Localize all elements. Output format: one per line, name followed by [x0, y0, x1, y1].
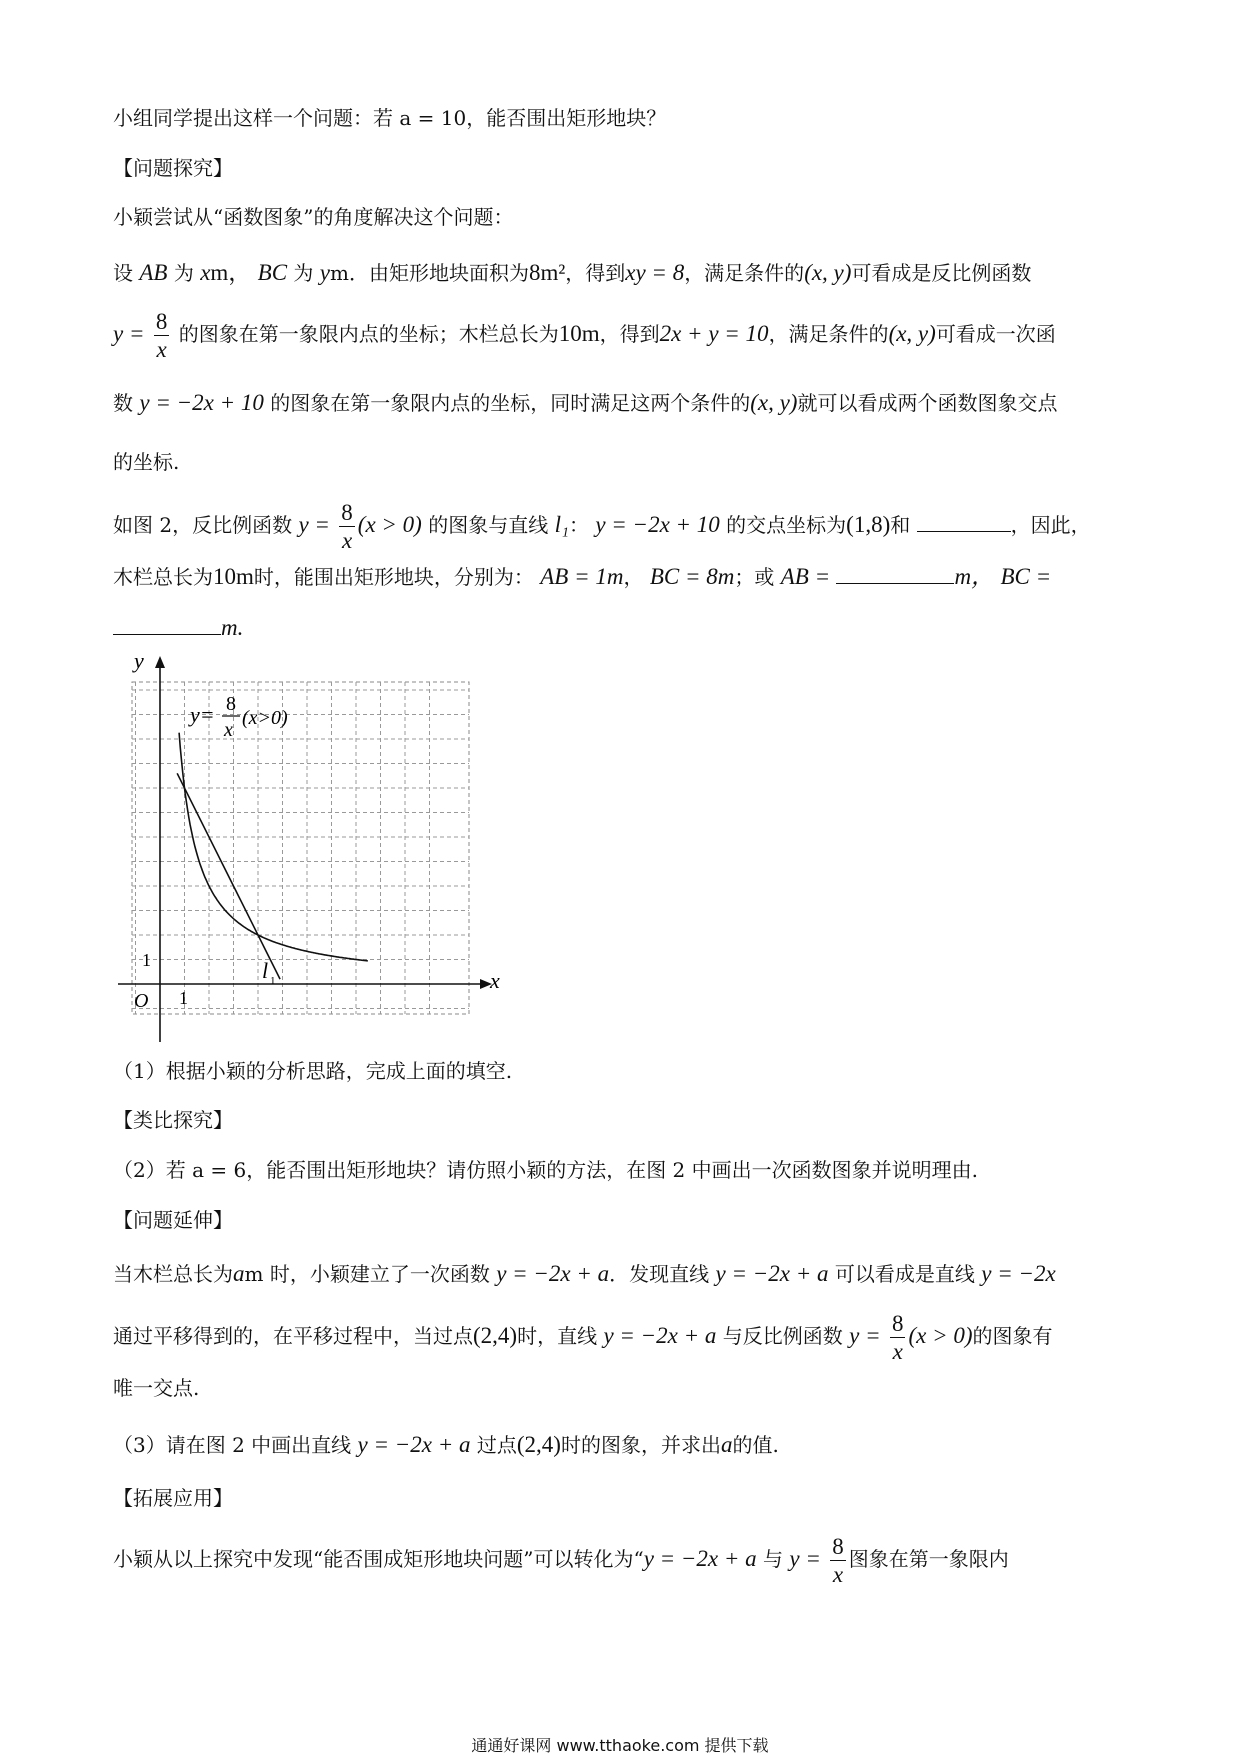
x-axis-label: x [490, 968, 500, 993]
text-line-1 [113, 108, 666, 128]
text: m， [210, 260, 252, 285]
math-xy-pair: (x, y) [888, 321, 936, 346]
text-line-9 [113, 614, 243, 639]
fraction-num: 8 [341, 500, 353, 525]
x-tick-label: 1 [179, 988, 188, 1008]
math-y-neg2x: y = −2x [981, 1261, 1056, 1286]
text: 可以看成是直线 [834, 1262, 975, 1286]
text: 的交点坐标为 [726, 513, 847, 537]
math-x: x [200, 260, 211, 285]
text: （3）请在图 2 中画出直线 [113, 1433, 352, 1457]
text: 时，直线 [517, 1324, 598, 1348]
text: ，得到 [599, 322, 660, 346]
curve-label-condition: (x>0) [242, 707, 288, 729]
math-linear-a: y = −2x + a [715, 1261, 829, 1286]
hyperbola-curve [179, 733, 368, 961]
section-heading-analogy [113, 1110, 233, 1130]
text-line-6 [113, 452, 179, 472]
heading-text: 【类比探究】 [113, 1108, 233, 1132]
text: ，因此， [1010, 513, 1091, 537]
text: 就可以看成两个函数图象交点 [797, 391, 1058, 415]
text: 的图象有 [972, 1324, 1053, 1348]
math-eq: 2x + y = 10 [659, 321, 769, 346]
text: ， [623, 565, 644, 589]
math-xy8: xy = 8 [625, 260, 685, 285]
text-line-13 [113, 1535, 1009, 1586]
text: m. [221, 615, 244, 640]
section-heading-explore [113, 158, 233, 178]
text: 设 [113, 261, 133, 285]
text-line-4 [113, 310, 1056, 361]
text: 的图象在第一象限内点的坐标，同时满足这两个条件的 [270, 391, 751, 415]
question-3 [113, 1433, 779, 1456]
section-heading-extension [113, 1210, 233, 1230]
text: （1）根据小颖的分析思路，完成上面的填空. [113, 1059, 513, 1083]
text-line-12 [113, 1378, 199, 1398]
math-a: a [720, 1432, 733, 1457]
question-2 [113, 1160, 978, 1180]
math-10m: 10m [213, 564, 254, 589]
heading-text: 【拓展应用】 [113, 1486, 233, 1510]
intro-question: 小组同学提出这样一个问题：若 a = 10，能否围出矩形地块？ [113, 106, 667, 130]
text: 唯一交点. [113, 1376, 200, 1400]
text: ，满足条件的 [768, 322, 889, 346]
math-xy-pair: (x, y) [750, 390, 798, 415]
fraction-num: 8 [832, 1534, 844, 1559]
text: 的坐标. [113, 450, 180, 474]
text: m， [954, 564, 995, 589]
text: ： [568, 513, 589, 537]
y-axis-arrow-icon [155, 656, 165, 668]
text: 可看成是反比例函数 [851, 261, 1032, 285]
curve-label-den: x [224, 719, 233, 741]
text: 与 [763, 1547, 784, 1571]
math-bc-eq: BC = 8m [649, 564, 735, 589]
fraction-8-over-x [339, 501, 355, 552]
math-ab: AB [139, 260, 168, 285]
curve-label-y: y= [190, 702, 215, 727]
text: 的值. [732, 1433, 779, 1457]
answer-blank-2[interactable] [836, 563, 954, 584]
text-line-11 [113, 1312, 1053, 1363]
y-tick-label: 1 [142, 950, 151, 970]
text: 当木栏总长为 [113, 1262, 233, 1286]
text-line-10 [113, 1262, 1056, 1285]
question-1 [113, 1061, 512, 1081]
text: （2）若 a = 6，能否围出矩形地块？请仿照小颖的方法，在图 2 中画出一次函数图象并说明理由. [113, 1158, 978, 1182]
math-y: y [319, 260, 330, 285]
text: 和 [890, 513, 911, 537]
math-linear: y = −2x + 10 [139, 390, 264, 415]
text-line-2 [113, 207, 513, 227]
text: 通过平移得到的，在平移过程中，当过点 [113, 1324, 473, 1348]
figure-2-graph [112, 650, 502, 1042]
text: 时的图象，并求出 [560, 1433, 721, 1457]
text: ，满足条件的 [684, 261, 805, 285]
text: 木栏总长为 [113, 565, 213, 589]
math-condition: (x > 0) [908, 1323, 973, 1348]
grid [132, 682, 469, 1014]
math-a: a [233, 1261, 245, 1286]
origin-label: O [134, 990, 149, 1012]
heading-text: 【问题探究】 [113, 156, 233, 180]
math-ab-eq: AB = [780, 564, 831, 589]
fraction-8-over-x [890, 1312, 906, 1363]
answer-blank-1[interactable] [917, 511, 1011, 532]
y-axis-label: y [134, 650, 144, 673]
math-bc-eq: BC = [1000, 564, 1052, 589]
line-l1-label: l [262, 958, 269, 983]
math-condition: (x > 0) [357, 512, 422, 537]
text: 的图象与直线 [428, 513, 549, 537]
text: 数 [113, 391, 133, 415]
math-point: (1,8) [846, 512, 891, 537]
curve-label-num: 8 [226, 693, 236, 715]
text: 的图象在第一象限内点的坐标；木栏总长为 [178, 322, 559, 346]
fraction-den: x [832, 1562, 844, 1587]
text-line-7 [113, 501, 1091, 552]
math-bc: BC [257, 260, 288, 285]
text: m 时，小颖建立了一次函数 [244, 1262, 490, 1286]
fraction-8-over-x [154, 310, 170, 361]
line-l1 [177, 773, 280, 979]
math-point: (2,4) [473, 1323, 518, 1348]
section-heading-application [113, 1488, 233, 1508]
page-footer: 通通好课网 www.tthaoke.com 提供下载 [471, 1736, 769, 1755]
math-linear-a: y = −2x + a [643, 1546, 757, 1571]
text: 可看成一次函 [935, 322, 1056, 346]
text: 小颖从以上探究中发现“能否围成矩形地块问题”可以转化为“ [113, 1547, 644, 1571]
math-ab-eq: AB = 1m [540, 564, 624, 589]
math-10m: 10m [558, 321, 600, 346]
text: 为 [293, 261, 314, 285]
line-l1-subscript: 1 [270, 975, 276, 987]
math-y-eq: y = [849, 1323, 881, 1348]
fraction-den: x [341, 528, 353, 553]
fraction-den: x [156, 337, 167, 362]
math-linear: y = −2x + 10 [595, 512, 720, 537]
math-linear-a: y = −2x + a [496, 1261, 610, 1286]
math-y-eq: y = [298, 512, 330, 537]
fraction-num: 8 [891, 1311, 904, 1336]
text: 过点 [476, 1433, 517, 1457]
text: 为 [173, 261, 194, 285]
fraction-num: 8 [155, 309, 168, 334]
text-line-3 [113, 261, 1031, 284]
grid-lines [132, 682, 469, 1014]
math-l1: l₁ [554, 512, 569, 537]
math-xy-pair: (x, y) [804, 260, 852, 285]
text: ，得到 [565, 261, 626, 285]
text: 小颖尝试从“函数图象”的角度解决这个问题： [113, 205, 514, 229]
math-linear-a: y = −2x + a [603, 1323, 717, 1348]
text: m．由矩形地块面积为 [329, 261, 529, 285]
math-y-eq: y = [789, 1546, 821, 1571]
math-y-eq: y = [113, 321, 145, 346]
text-line-8 [113, 563, 1051, 588]
heading-text: 【问题延伸】 [113, 1208, 233, 1232]
text: 时，能围出矩形地块，分别为： [253, 565, 534, 589]
text: ；或 [734, 565, 775, 589]
fraction-8-over-x [830, 1535, 846, 1586]
math-linear-a: y = −2x + a [357, 1432, 471, 1457]
math-point: (2,4) [516, 1432, 561, 1457]
text: 如图 2，反比例函数 [113, 513, 293, 537]
text: ．发现直线 [609, 1262, 710, 1286]
text: 图象在第一象限内 [848, 1547, 1009, 1571]
math-area: 8m² [528, 260, 566, 285]
text-line-5 [113, 391, 1057, 414]
fraction-den: x [892, 1339, 903, 1364]
text: 与反比例函数 [722, 1324, 843, 1348]
answer-blank-3[interactable] [113, 614, 221, 635]
